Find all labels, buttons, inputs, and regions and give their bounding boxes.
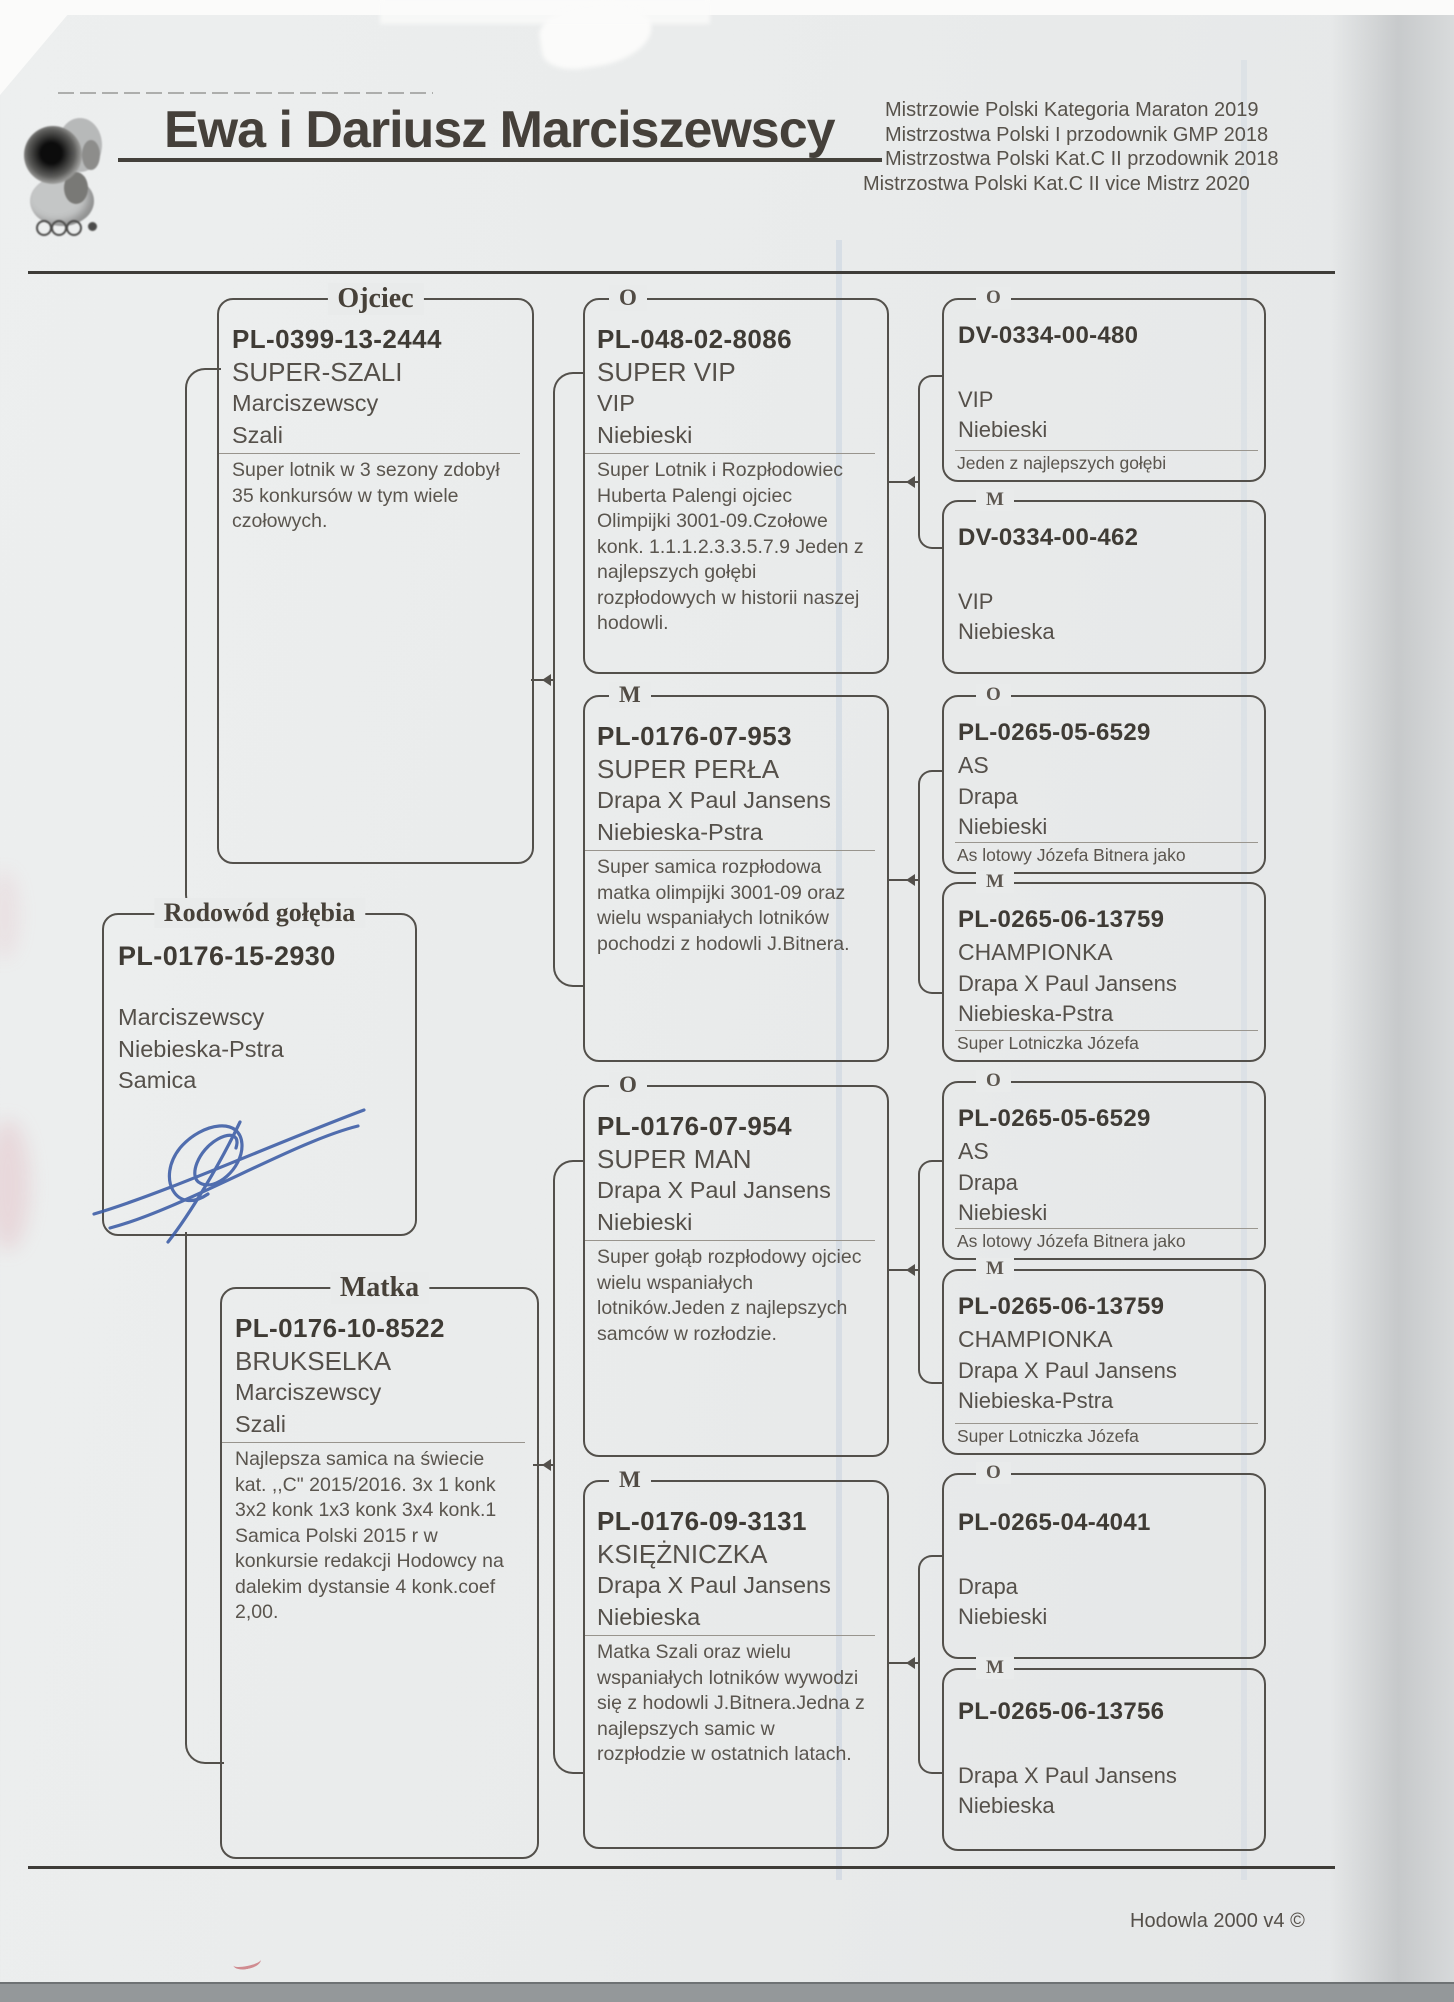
connector-arrow	[906, 1657, 915, 1669]
mother-name: BRUKSELKA	[235, 1346, 392, 1376]
connector-subject-father	[185, 368, 221, 915]
header-separator	[28, 271, 1335, 274]
color-line: Niebieski	[958, 1200, 1048, 1225]
color-line: Niebieski	[958, 814, 1048, 839]
pedigree-box-grandmother-paternal	[583, 682, 889, 1062]
row-separator	[219, 453, 520, 454]
connector-gp1	[918, 375, 944, 549]
color-line: Niebieska-Pstra	[958, 1388, 1114, 1413]
strain-line: Drapa X Paul Jansens	[597, 1572, 831, 1598]
pigeon-name: SUPER VIP	[597, 357, 736, 387]
ring-number: PL-0265-04-4041	[958, 1509, 1151, 1536]
color-line: Niebieski	[597, 1208, 693, 1235]
mother-breeder: Marciszewscy	[235, 1379, 382, 1405]
pigeon-name: AS	[958, 752, 989, 778]
pedigree-box-father	[217, 283, 534, 864]
dam-label: M	[609, 1467, 651, 1493]
sire-label: O	[609, 1072, 647, 1098]
sire-label: O	[609, 285, 647, 311]
sire-label: O	[976, 1070, 1011, 1092]
pedigree-box-grandfather-maternal	[583, 1072, 889, 1457]
connector-gp3	[918, 1160, 944, 1384]
dam-label: M	[976, 1258, 1014, 1280]
mother-label: Matka	[330, 1272, 429, 1304]
ring-number: PL-0265-06-13756	[958, 1698, 1165, 1725]
row-separator	[585, 850, 875, 851]
description: As lotowy Józefa Bitnera jako	[955, 842, 1258, 868]
footer-separator	[28, 1866, 1335, 1869]
pedigree-box-grandfather-paternal	[583, 285, 889, 674]
rings-mark	[36, 220, 52, 236]
father-ring-number: PL-0399-13-2444	[232, 324, 442, 354]
pedigree-box-ggp-3	[942, 684, 1266, 874]
color-line: Niebieski	[958, 417, 1048, 442]
row-separator	[222, 1442, 525, 1443]
scan-smudge	[0, 870, 20, 960]
row-separator	[585, 1240, 875, 1241]
dam-label: M	[609, 682, 651, 708]
ring-number: PL-0265-05-6529	[958, 1105, 1151, 1132]
scan-smudge	[0, 1120, 30, 1250]
strain-line: Drapa X Paul Jansens	[597, 787, 831, 813]
connector-gp2	[918, 770, 944, 994]
pigeon-name	[958, 355, 1258, 387]
connector-mother-parents	[553, 1160, 585, 1774]
title-underline	[118, 118, 882, 162]
description: As lotowy Józefa Bitnera jako	[955, 1228, 1258, 1254]
pedigree-box-ggp-1	[942, 287, 1266, 482]
page-title: Ewa i Dariusz Marciszewscy	[164, 101, 835, 159]
row-separator	[585, 453, 875, 454]
pigeon-name	[958, 557, 1258, 589]
rings-mark	[88, 222, 97, 231]
pigeon-logo	[24, 118, 110, 242]
torn-paper-corner	[0, 0, 80, 95]
pedigree-box-ggp-2	[942, 489, 1266, 674]
description: Super Lotnik i Rozpłodowiec Huberta Palengi ojciec Olimpijki 3001-09.Czołowe konk. 1.1.1.2.3.3.5.7.9 Jeden z najlepszych gołębi rozpłodowych w historii naszej hodowli.	[597, 459, 864, 634]
pigeon-name	[958, 1542, 1258, 1574]
ring-number: PL-0176-07-953	[597, 721, 792, 751]
father-breeder: Marciszewscy	[232, 390, 379, 416]
pigeon-name: KSIĘŻNICZKA	[597, 1539, 768, 1569]
color-line: Niebieski	[958, 1604, 1048, 1629]
description: Super gołąb rozpłodowy ojciec wielu wspaniałych lotników.Jeden z najlepszych samców w rozłodzie.	[597, 1246, 862, 1345]
pedigree-box-ggp-8	[942, 1657, 1266, 1851]
mother-description: Najlepsza samica na świecie kat. ,,C" 2015/2016. 3x 1 konk 3x2 konk 1x3 konk 3x4 konk.1 Samica Polski 2015 r w konkursie redakcji Hodowcy na dalekim dystansie 4 konk.coef 2,00.	[235, 1448, 504, 1623]
connector-gp4	[918, 1555, 944, 1774]
father-strain: Szali	[232, 421, 283, 448]
pigeon-name: CHAMPIONKA	[958, 1326, 1113, 1352]
row-separator	[585, 1635, 875, 1636]
strain-line: Drapa X Paul Jansens	[597, 1177, 831, 1203]
pigeon-name: SUPER PERŁA	[597, 754, 780, 784]
strain-line: Drapa X Paul Jansens	[958, 1358, 1177, 1383]
software-credit: Hodowla 2000 v4 ©	[1130, 1910, 1305, 1932]
achievement-line: Mistrzowie Polski Kategoria Maraton 2019	[885, 99, 1259, 121]
sire-label: O	[976, 287, 1011, 309]
pedigree-box-ggp-5	[942, 1070, 1266, 1260]
achievements-list	[863, 98, 1279, 196]
page-edge-shadow	[1330, 0, 1454, 2000]
pigeon-eye	[24, 126, 82, 184]
ring-number: PL-0265-06-13759	[958, 1293, 1165, 1320]
father-name: SUPER-SZALI	[232, 357, 403, 387]
color-line: Niebieski	[597, 421, 693, 448]
strain-line: Drapa X Paul Jansens	[958, 971, 1177, 996]
ring-number: PL-048-02-8086	[597, 324, 792, 354]
strain-line: VIP	[958, 589, 994, 614]
ring-number: DV-0334-00-480	[958, 322, 1139, 349]
dam-label: M	[976, 1657, 1014, 1679]
sire-label: O	[976, 684, 1011, 706]
ring-number: PL-0176-09-3131	[597, 1506, 807, 1536]
torn-paper-edge	[0, 0, 1454, 15]
sire-label: O	[976, 1462, 1011, 1484]
connector-arrow	[542, 1459, 551, 1471]
torn-paper-strip	[380, 0, 710, 24]
handwritten-signature	[88, 1082, 372, 1250]
connector-arrow	[906, 1264, 915, 1276]
ring-number: DV-0334-00-462	[958, 524, 1139, 551]
description: Matka Szali oraz wielu wspaniałych lotników wywodzi się z hodowli J.Bitnera.Jedna z najlepszych samic w rozpłodzie w ostatnich latach.	[597, 1641, 865, 1765]
strain-line: Drapa X Paul Jansens	[958, 1763, 1177, 1788]
pedigree-box-ggp-6	[942, 1258, 1266, 1455]
pedigree-box-ggp-4	[942, 871, 1266, 1062]
strain-line: Drapa	[958, 1170, 1018, 1195]
father-label: Ojciec	[327, 283, 423, 315]
color-line: Niebieska-Pstra	[958, 1001, 1114, 1026]
pen-mark	[232, 1953, 262, 1972]
description: Super Lotniczka Józefa	[955, 1030, 1258, 1056]
scanner-bed-edge	[0, 1982, 1454, 2002]
strain-line: Drapa	[958, 1574, 1018, 1599]
pedigree-box-ggp-7	[942, 1462, 1266, 1659]
ring-number: PL-0265-05-6529	[958, 719, 1151, 746]
torn-edge-line	[58, 92, 433, 94]
subject-sex: Samica	[118, 1067, 197, 1093]
father-description: Super lotnik w 3 sezony zdobył 35 konkursów w tym wiele czołowych.	[232, 459, 500, 532]
connector-arrow	[906, 476, 915, 488]
connector-subject-mother	[185, 1232, 224, 1764]
ring-number: PL-0176-07-954	[597, 1111, 792, 1141]
color-line: Niebieska	[958, 619, 1055, 644]
pigeon-name: CHAMPIONKA	[958, 939, 1113, 965]
subject-label: Rodowód gołębia	[154, 898, 365, 928]
color-line: Niebieska-Pstra	[597, 818, 763, 845]
pigeon-name: AS	[958, 1138, 989, 1164]
mother-ring-number: PL-0176-10-8522	[235, 1313, 445, 1343]
subject-ring-number: PL-0176-15-2930	[118, 941, 336, 971]
strain-line: Drapa	[958, 784, 1018, 809]
color-line: Niebieska	[958, 1793, 1055, 1818]
connector-arrow	[542, 674, 551, 686]
ring-number: PL-0265-06-13759	[958, 906, 1165, 933]
dam-label: M	[976, 489, 1014, 511]
connector-father-parents	[553, 372, 585, 987]
subject-breeder: Marciszewscy	[118, 1004, 265, 1030]
strain-line: VIP	[597, 390, 635, 416]
dam-label: M	[976, 871, 1014, 893]
strain-line: VIP	[958, 387, 994, 412]
description: Super samica rozpłodowa matka olimpijki 3001-09 oraz wielu wspaniałych lotników pochodzi z hodowli J.Bitnera.	[597, 856, 850, 955]
rings-mark	[51, 220, 67, 236]
pigeon-name	[958, 1731, 1258, 1763]
pedigree-box-grandmother-maternal	[583, 1467, 889, 1849]
connector-arrow	[906, 874, 915, 886]
rings-mark	[66, 220, 82, 236]
mother-strain: Szali	[235, 1410, 286, 1437]
description: Jeden z najlepszych gołębi	[955, 450, 1258, 476]
pigeon-name: SUPER MAN	[597, 1144, 752, 1174]
pedigree-box-mother	[220, 1272, 539, 1859]
achievement-line: Mistrzostwa Polski Kat.C II przodownik 2018	[885, 148, 1279, 170]
achievement-line: Mistrzostwa Polski Kat.C II vice Mistrz 2020	[863, 172, 1250, 195]
description: Super Lotniczka Józefa	[955, 1423, 1258, 1449]
subject-color: Niebieska-Pstra	[118, 1035, 284, 1062]
achievement-line: Mistrzostwa Polski I przodownik GMP 2018	[885, 123, 1269, 146]
color-line: Niebieska	[597, 1603, 701, 1630]
